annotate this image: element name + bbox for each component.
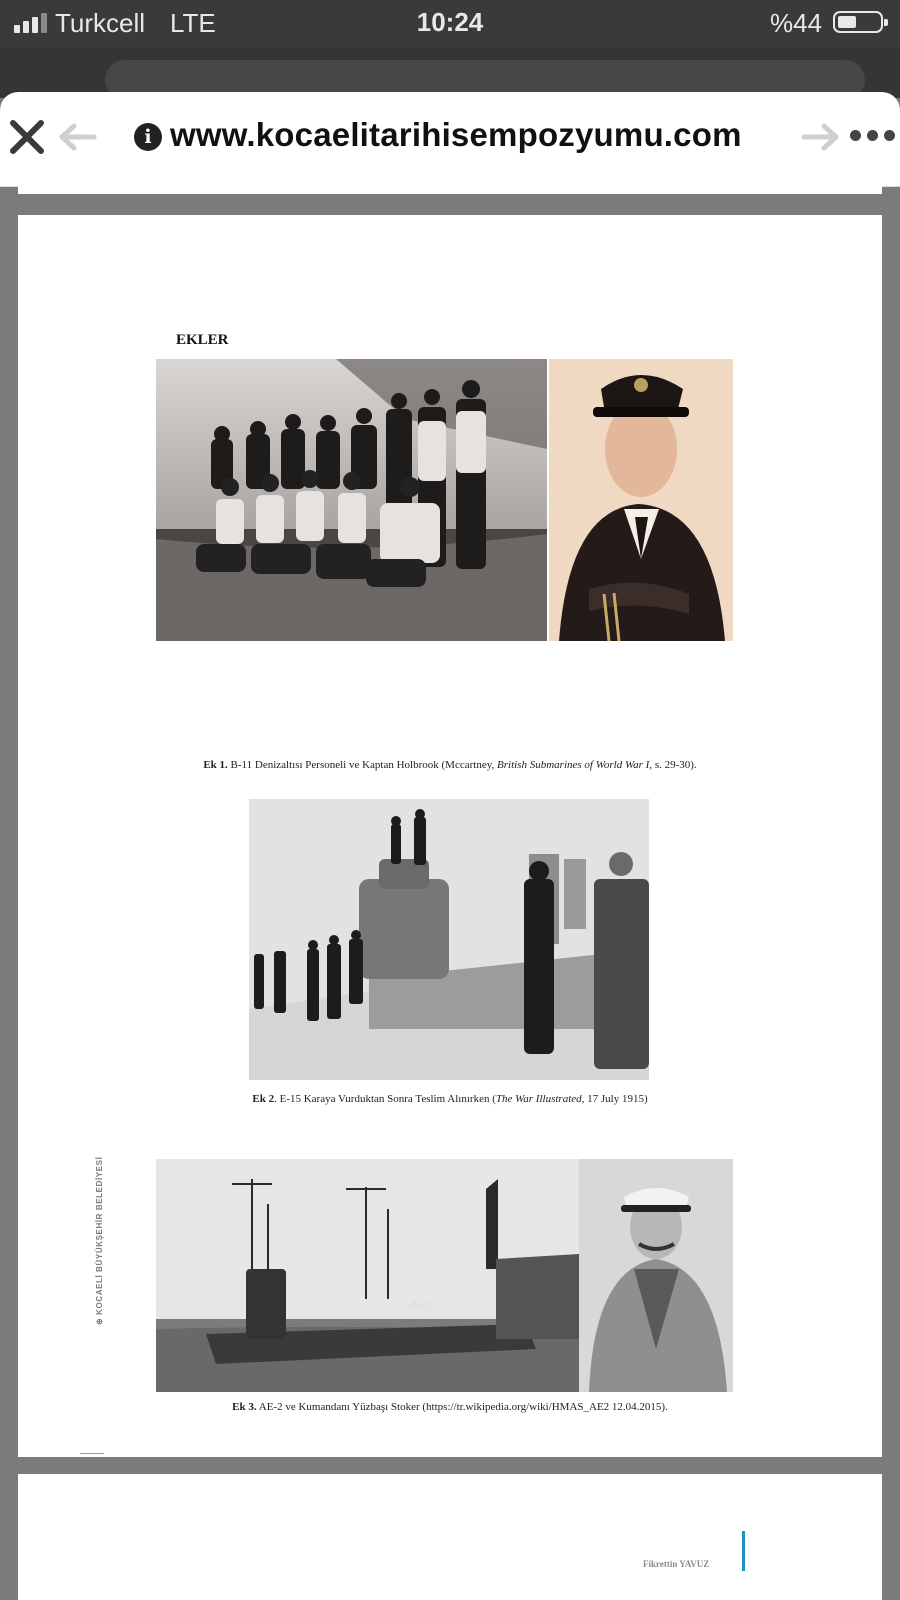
close-button[interactable] (8, 118, 46, 156)
holbrook-portrait (549, 359, 733, 641)
battery-percent: %44 (770, 8, 823, 38)
more-button[interactable] (850, 130, 900, 144)
figure-1-caption: Ek 1. B-11 Denizaltısı Personeli ve Kaptan Holbrook (Mccartney, British Submarines of World War I, s. 29-30). (203, 759, 697, 771)
next-pdf-page (18, 1474, 882, 1600)
previous-page-edge (18, 186, 882, 194)
background-browser-bar (0, 48, 900, 98)
publisher-side-label: ⊕ KOCAELİ BÜYÜKŞEHİR BELEDİYESİ (95, 1156, 104, 1325)
pdf-page (18, 215, 882, 1457)
submarine-marking: AE2 (410, 1298, 433, 1312)
browser-toolbar (0, 92, 900, 187)
close-icon (8, 118, 46, 156)
carrier-name: Turkcell (55, 8, 146, 38)
ae2-submarine-photo (156, 1159, 579, 1392)
section-heading: EKLER (176, 332, 229, 348)
author-name: Fikrettin YAVUZ (643, 1559, 710, 1569)
status-bar (0, 0, 900, 48)
forward-arrow-icon (800, 122, 840, 152)
forward-button[interactable] (800, 122, 840, 152)
info-icon[interactable]: i (134, 123, 162, 151)
clock: 10:24 (416, 7, 484, 37)
figure-2-caption: Ek 2. E-15 Karaya Vurduktan Sonra Teslim Alınırken (The War Illustrated, 17 July 1915) (252, 1093, 648, 1105)
back-arrow-icon (58, 122, 98, 152)
back-button[interactable] (58, 122, 98, 152)
stoker-portrait (579, 1159, 733, 1392)
url-text[interactable]: www.kocaelitarihisempozyumu.com (170, 116, 742, 153)
web-view-sheet (0, 92, 900, 1600)
network-type: LTE (170, 8, 216, 38)
battery-icon (833, 11, 883, 33)
accent-bar (742, 1531, 745, 1571)
figure-3-caption: Ek 3. AE-2 ve Kumandanı Yüzbaşı Stoker (https://tr.wikipedia.org/wiki/HMAS_AE2 12.04.2015). (232, 1401, 668, 1413)
e15-submarine-photo (249, 799, 649, 1080)
divider (80, 1453, 104, 1454)
crew-photo (156, 359, 547, 641)
